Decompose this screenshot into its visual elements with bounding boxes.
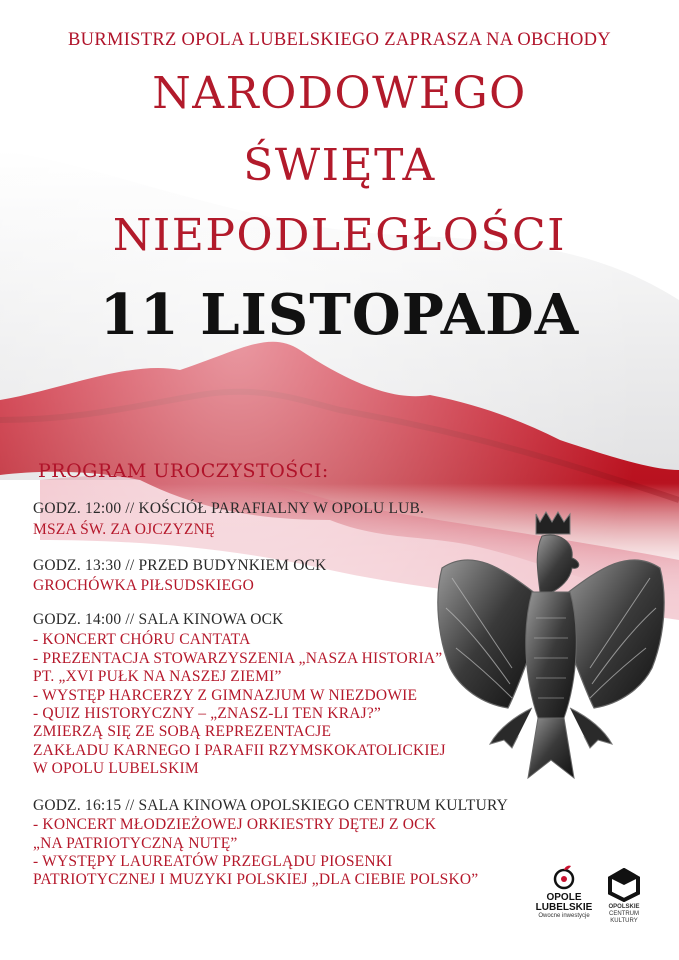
opole-logo-line2: LUBELSKIE (535, 902, 593, 913)
program-time-place-3: GODZ. 14:00 // SALA KINOWA OCK (33, 611, 284, 628)
program-item: GROCHÓWKA PIŁSUDSKIEGO (33, 577, 254, 594)
program-time-place-4: GODZ. 16:15 // SALA KINOWA OPOLSKIEGO CENTRUM KULTURY (33, 797, 509, 814)
program-item: „NA PATRIOTYCZNĄ NUTĘ” (33, 835, 238, 852)
program-heading: PROGRAM UROCZYSTOŚCI: (38, 460, 329, 482)
title-line-2: ŚWIĘTA (243, 140, 436, 191)
program-item: W OPOLU LUBELSKIM (33, 760, 199, 777)
ock-logo-line1: OPOLSKIE (608, 904, 640, 910)
opole-logo-line1: OPOLE (546, 892, 582, 903)
program-item: - QUIZ HISTORYCZNY – „ZNASZ-LI TEN KRAJ?” (33, 705, 382, 722)
program-item: - KONCERT MŁODZIEŻOWEJ ORKIESTRY DĘTEJ Z OCK (33, 816, 437, 833)
header-invitation: BURMISTRZ OPOLA LUBELSKIEGO ZAPRASZA NA OBCHODY (68, 30, 611, 50)
program-item: - WYSTĘPY LAUREATÓW PRZEGLĄDU PIOSENKI (33, 853, 393, 870)
title-line-1: NARODOWEGO (152, 68, 527, 119)
program-item: PT. „XVI PUŁK NA NASZEJ ZIEMI” (33, 668, 282, 685)
program-time-place-1: GODZ. 12:00 // KOŚCIÓŁ PARAFIALNY W OPOLU LUB. (33, 500, 425, 517)
cube-logo-icon (607, 868, 641, 902)
program-item: - PREZENTACJA STOWARZYSZENIA „NASZA HISTORIA” (33, 650, 443, 667)
ock-logo-line2: CENTRUM (609, 911, 639, 917)
program-item: ZMIERZĄ SIĘ ZE SOBĄ REPREZENTACJE (33, 723, 332, 740)
apple-logo-icon (553, 864, 575, 890)
program-item: MSZA ŚW. ZA OJCZYZNĘ (33, 521, 215, 538)
ock-logo-line3: KULTURY (610, 918, 638, 924)
ock-logo (596, 868, 652, 938)
program-item: - WYSTĘP HARCERZY Z GIMNAZJUM W NIEZDOWIE (33, 687, 418, 704)
program-item: ZAKŁADU KARNEGO I PARAFII RZYMSKOKATOLICKIEJ (33, 742, 446, 759)
opole-logo-tagline: Owocne inwestycje (538, 913, 590, 919)
polish-eagle-emblem-icon (432, 508, 670, 793)
program-item: PATRIOTYCZNEJ I MUZYKI POLSKIEJ „DLA CIEBIE POLSKO” (33, 871, 479, 888)
title-line-3: NIEPODLEGŁOŚCI (112, 210, 567, 261)
event-date: 11 LISTOPADA (99, 282, 580, 348)
program-time-place-2: GODZ. 13:30 // PRZED BUDYNKIEM OCK (33, 557, 327, 574)
program-item: - KONCERT CHÓRU CANTATA (33, 631, 251, 648)
